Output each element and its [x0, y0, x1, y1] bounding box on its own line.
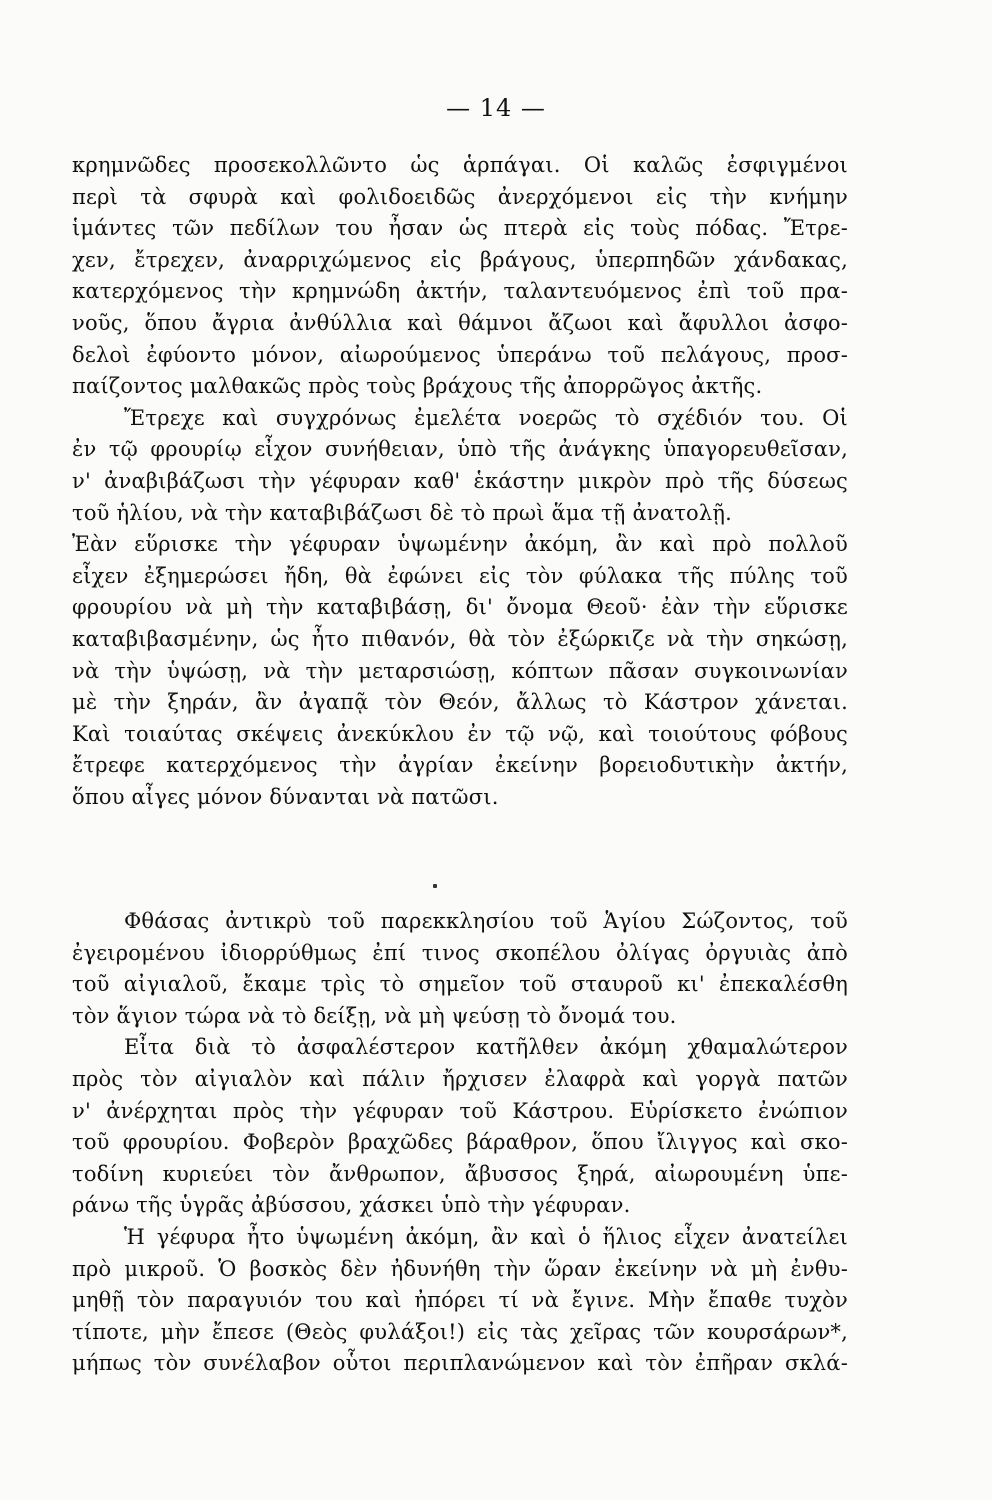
- text-line: πρὸς τὸν αἰγιαλὸν καὶ πάλιν ἤρχισεν ἐλαφρὰ καὶ γοργὰ πατῶν: [72, 1066, 848, 1091]
- text-line: τοδίνη κυριεύει τὸν ἄνθρωπον, ἄβυσσος ξηρά, αἰωρουμένη ὑπε-: [72, 1161, 848, 1186]
- paragraph-block-1: [72, 150, 848, 813]
- text-line: χεν, ἔτρεχεν, ἀναρριχώμενος εἰς βράγους, ὑπερπηδῶν χάνδακας,: [72, 247, 848, 272]
- text-line: παίζοντος μαλθακῶς πρὸς τοὺς βράχους τῆς ἀπορρῶγος ἀκτῆς.: [72, 374, 763, 399]
- text-line: ἔτρεφε κατερχόμενος τὴν ἀγρίαν ἐκείνην βορειοδυτικὴν ἀκτήν,: [72, 753, 848, 778]
- text-line: Εἶτα διὰ τὸ ἀσφαλέστερον κατῆλθεν ἀκόμη χθαμαλώτερον: [124, 1035, 848, 1060]
- text-line: εἶχεν ἐξημερώσει ἤδη, θὰ ἐφώνει εἰς τὸν φύλακα τῆς πύλης τοῦ: [72, 563, 848, 588]
- scan-speck: [433, 884, 437, 888]
- text-line: νοῦς, ὅπου ἄγρια ἀνθύλλια καὶ θάμνοι ἄζωοι καὶ ἄφυλλοι ἀσφο-: [72, 310, 848, 335]
- page-number: — 14 —: [446, 94, 546, 122]
- text-line: ν' ἀνέρχηται πρὸς τὴν γέφυραν τοῦ Κάστρου. Εὑρίσκετο ἐνώπιον: [72, 1098, 848, 1123]
- text-line: τοῦ ἡλίου, νὰ τὴν καταβιβάζωσι δὲ τὸ πρωὶ ἅμα τῇ ἀνατολῇ.: [72, 500, 733, 525]
- text-line: ράνω τῆς ὑγρᾶς ἀβύσσου, χάσκει ὑπὸ τὴν γέφυραν.: [72, 1193, 631, 1218]
- text-line: περὶ τὰ σφυρὰ καὶ φολιδοειδῶς ἀνερχόμενοι εἰς τὴν κνήμην: [72, 184, 848, 209]
- text-line: ν' ἀναβιβάζωσι τὴν γέφυραν καθ' ἑκάστην μικρὸν πρὸ τῆς δύσεως: [72, 468, 848, 493]
- text-line: μὲ τὴν ξηράν, ἂν ἀγαπᾷ τὸν Θεόν, ἄλλως τὸ Κάστρον χάνεται.: [72, 690, 848, 715]
- text-line: δελοὶ ἐφύοντο μόνον, αἰωρούμενος ὑπεράνω τοῦ πελάγους, προσ-: [72, 342, 848, 367]
- text-line: Φθάσας ἀντικρὺ τοῦ παρεκκλησίου τοῦ Ἁγίου Σώζοντος, τοῦ: [124, 909, 848, 933]
- text-line: φρουρίου νὰ μὴ τὴν καταβιβάσῃ, δι' ὄνομα Θεοῦ· ἐὰν τὴν εὕρισκε: [72, 595, 848, 620]
- text-line: ἐν τῷ φρουρίῳ εἶχον συνήθειαν, ὑπὸ τῆς ἀνάγκης ὑπαγορευθεῖσαν,: [72, 437, 848, 462]
- paragraph-block-2: [72, 906, 848, 1380]
- text-line: Ἡ γέφυρα ἦτο ὑψωμένη ἀκόμη, ἂν καὶ ὁ ἥλιος εἶχεν ἀνατείλει: [124, 1224, 848, 1249]
- text-line: τοῦ αἰγιαλοῦ, ἔκαμε τρὶς τὸ σημεῖον τοῦ σταυροῦ κι' ἐπεκαλέσθη: [72, 972, 848, 997]
- text-line: Ἐὰν εὕρισκε τὴν γέφυραν ὑψωμένην ἀκόμη, ἂν καὶ πρὸ πολλοῦ: [72, 532, 848, 557]
- text-line: Ἔτρεχε καὶ συγχρόνως ἐμελέτα νοερῶς τὸ σχέδιόν του. Οἱ: [124, 405, 848, 430]
- text-line: μηθῇ τὸν παραγυιόν του καὶ ἠπόρει τί νὰ ἔγινε. Μὴν ἔπαθε τυχὸν: [72, 1288, 848, 1313]
- text-line: ὅπου αἶγες μόνον δύνανται νὰ πατῶσι.: [72, 784, 499, 809]
- text-line: τίποτε, μὴν ἔπεσε (Θεὸς φυλάξοι!) εἰς τὰς χεῖρας τῶν κουρσάρων*,: [72, 1319, 848, 1344]
- text-line: πρὸ μικροῦ. Ὁ βοσκὸς δὲν ἠδυνήθη τὴν ὥραν ἐκείνην νὰ μὴ ἐνθυ-: [72, 1256, 848, 1281]
- text-line: Καὶ τοιαύτας σκέψεις ἀνεκύκλου ἐν τῷ νῷ, καὶ τοιούτους φόβους: [72, 721, 848, 746]
- text-line: νὰ τὴν ὑψώσῃ, νὰ τὴν μεταρσιώσῃ, κόπτων πᾶσαν συγκοινωνίαν: [72, 658, 848, 683]
- text-line: ἱμάντες τῶν πεδίλων του ἦσαν ὡς πτερὰ εἰς τοὺς πόδας. Ἔτρε-: [72, 216, 848, 241]
- text-line: καταβιβασμένην, ὡς ἦτο πιθανόν, θὰ τὸν ἐξώρκιζε νὰ τὴν σηκώσῃ,: [72, 626, 848, 651]
- text-line: τοῦ φρουρίου. Φοβερὸν βραχῶδες βάραθρον, ὅπου ἴλιγγος καὶ σκο-: [72, 1130, 848, 1155]
- text-line: κρημνῶδες προσεκολλῶντο ὡς ἁρπάγαι. Οἱ καλῶς ἐσφιγμένοι: [72, 153, 848, 177]
- text-line: μήπως τὸν συνέλαβον οὗτοι περιπλανώμενον καὶ τὸν ἐπῆραν σκλά-: [72, 1351, 848, 1376]
- text-line: τὸν ἅγιον τώρα νὰ τὸ δείξῃ, νὰ μὴ ψεύσῃ τὸ ὄνομά του.: [72, 1003, 677, 1028]
- text-line: ἐγειρομένου ἰδιορρύθμως ἐπί τινος σκοπέλου ὀλίγας ὀργυιὰς ἀπὸ: [72, 940, 848, 965]
- text-line: κατερχόμενος τὴν κρημνώδη ἀκτήν, ταλαντευόμενος ἐπὶ τοῦ πρα-: [72, 279, 848, 304]
